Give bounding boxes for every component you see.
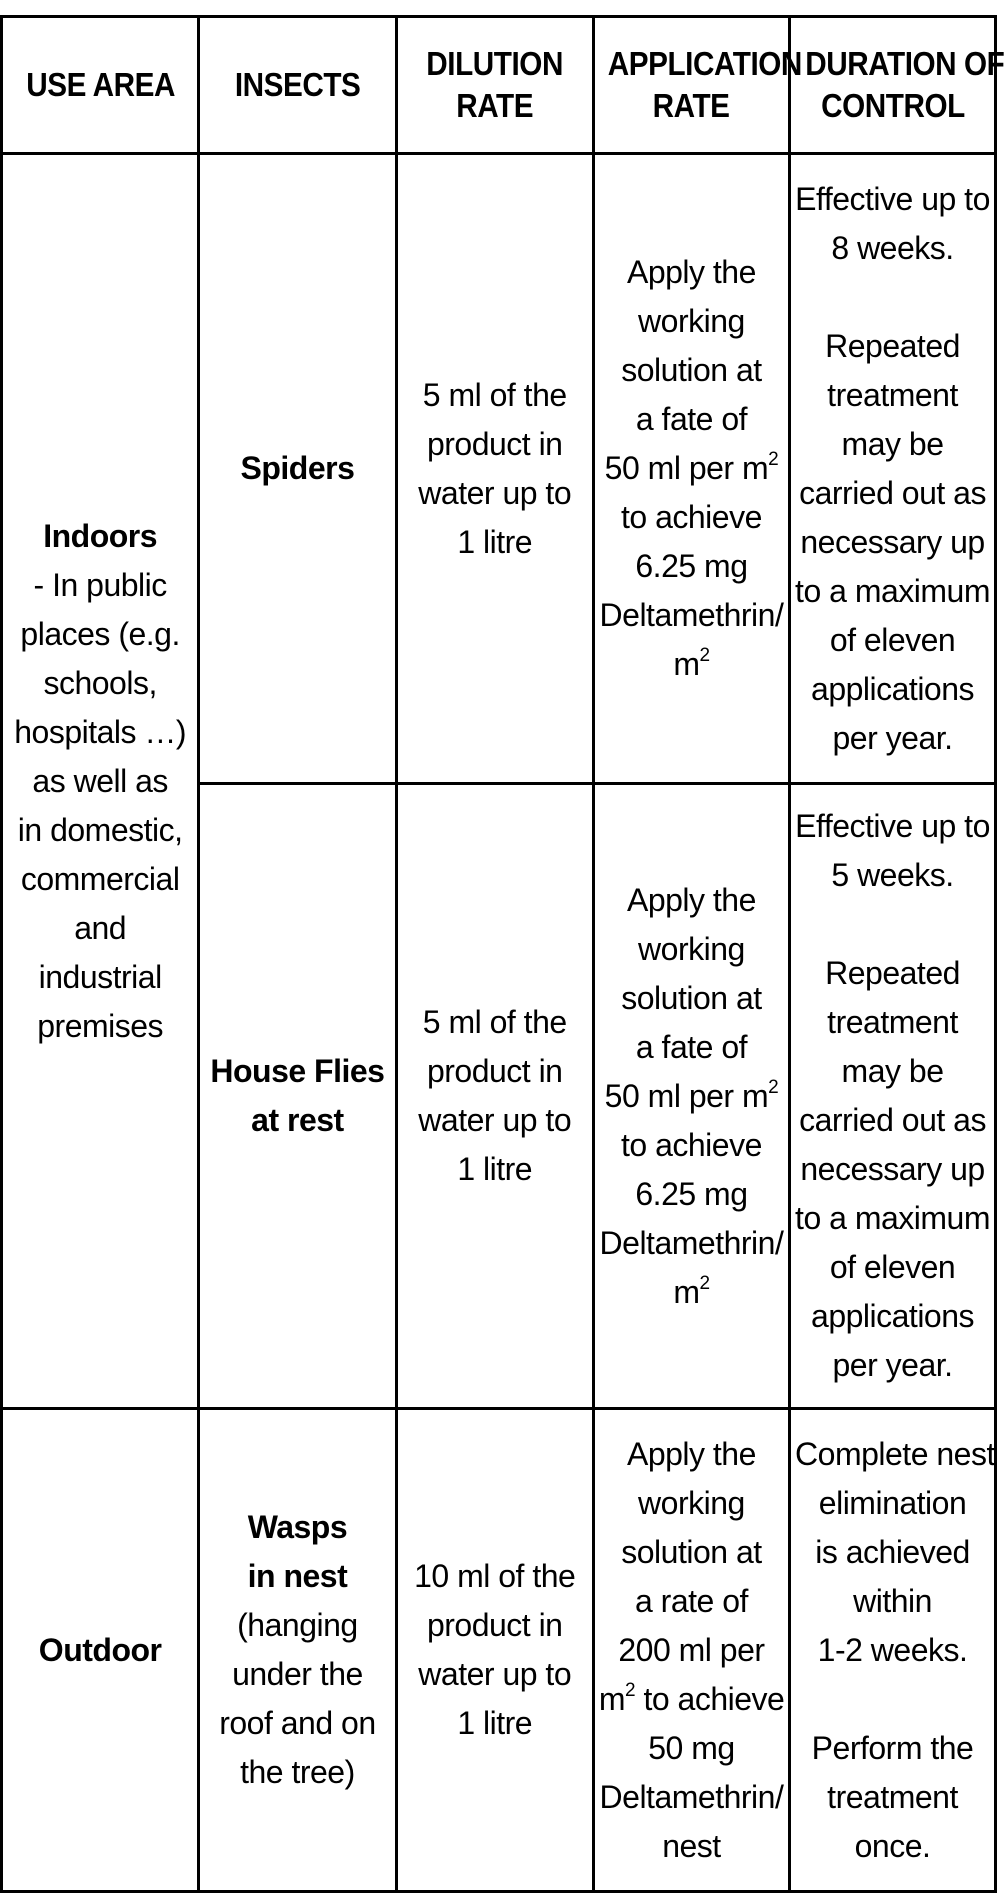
application-line: a rate of [634,1582,748,1619]
use-area-line: industrial [38,958,162,995]
duration-line: Repeated [825,327,960,364]
application-line: working [638,1484,745,1521]
duration-line: 5 weeks. [831,857,954,893]
duration-line: to a maximum [795,572,990,609]
use-area-line: schools, [43,664,157,701]
superscript: 2 [699,1272,710,1294]
application-text: m [673,646,700,682]
duration-line: to a maximum [795,1200,990,1236]
insect-cell [199,784,396,1409]
application-text: m [673,1273,700,1310]
duration-line: of eleven [829,621,956,658]
insect-note-line: (hanging [237,1607,358,1643]
duration-line: of eleven [829,1249,956,1285]
duration-spacer [795,900,990,949]
duration-line: Perform the [811,1729,974,1766]
header-use-area-line: USE AREA [25,66,175,103]
duration-line: Effective up to [795,180,990,217]
table-row-spiders [2,154,996,784]
dilution-line: 5 ml of the [422,376,567,413]
dilution-line: 1 litre [457,1151,533,1187]
duration-line: per year. [832,719,953,756]
superscript: 2 [768,1076,779,1098]
duration-line: Effective up to [795,808,990,844]
use-area-line: and [74,909,127,946]
use-area-line: commercial [20,860,180,897]
duration-line: Complete nest [795,1435,995,1472]
application-line: solution at [621,1533,762,1570]
dilution-line: 1 litre [457,523,533,560]
application-line: Apply the [626,1435,756,1472]
duration-line: carried out as [799,474,986,511]
application-line: to achieve [621,499,762,535]
application-line [599,1675,784,1724]
header-duration-line: DURATION OF [804,45,1004,82]
use-area-line: as well as [32,762,168,799]
duration-line: Repeated [825,955,960,991]
header-application-line: RATE [653,87,730,124]
application-line [599,444,784,493]
insect-name: at rest [251,1102,344,1138]
duration-line: per year. [832,1347,953,1383]
duration-cell [790,784,996,1409]
duration-line: applications [811,1298,975,1334]
dilution-cell [396,1409,593,1892]
insect-name: Wasps [247,1509,348,1545]
duration-line: is achieved [815,1533,970,1570]
duration-line: 8 weeks. [831,229,954,266]
insect-note-line: under the [232,1656,363,1692]
duration-line: applications [811,670,975,707]
application-line [599,1072,784,1121]
header-application-line: APPLICATION [608,45,803,82]
insect-name: House Flies [210,1053,385,1089]
dilution-cell [396,784,593,1409]
application-line [599,640,784,689]
duration-line: elimination [818,1484,967,1521]
insect-cell [199,154,396,784]
insect-name: Spiders [240,450,355,486]
application-line: 6.25 mg [635,1175,748,1212]
header-use-area [11,17,189,154]
application-cell [593,1409,789,1892]
dilution-cell [396,154,593,784]
application-line: a fate of [635,401,747,437]
duration-line: necessary up [800,1151,985,1187]
duration-line: carried out as [799,1102,986,1138]
duration-spacer [795,273,990,322]
header-insects-line: INSECTS [234,66,361,103]
superscript: 2 [768,449,779,470]
dilution-line: water up to [418,1656,572,1692]
duration-cell [790,1409,996,1892]
application-line: working [638,303,745,339]
use-area-line: in domestic, [17,811,183,848]
duration-line: treatment [827,376,958,413]
dilution-line: 1 litre [457,1705,533,1741]
dilution-line: water up to [418,474,572,511]
use-area-line: places (e.g. [20,615,180,652]
application-line: solution at [621,979,762,1016]
duration-line: treatment [827,1004,958,1040]
duration-line: treatment [827,1778,958,1815]
application-line: nest [662,1827,721,1864]
use-area-indoors-cell [2,154,199,1409]
header-application-rate [603,17,803,154]
application-line: Apply the [626,254,756,290]
duration-cell [790,154,996,784]
insecticide-usage-table [0,15,1004,1893]
application-line: 200 ml per [618,1631,765,1668]
application-line: to achieve [621,1126,762,1163]
duration-line: necessary up [800,523,985,560]
insect-cell [199,1409,396,1892]
use-area-title: Indoors [43,517,158,554]
application-text: 50 ml per m [604,450,769,486]
dilution-line: product in [426,1607,563,1643]
application-line: Deltamethrin/ [599,1224,784,1261]
use-area-line: premises [37,1007,164,1044]
insect-note-line: the tree) [240,1754,355,1790]
dilution-line: water up to [418,1102,572,1138]
insect-name: in nest [247,1558,348,1594]
header-duration-line: CONTROL [820,87,965,124]
header-dilution-line: RATE [456,87,534,124]
application-line: solution at [621,352,762,388]
application-cell [593,784,789,1409]
application-line: Deltamethrin/ [599,597,784,633]
superscript: 2 [625,1679,636,1701]
duration-line: within [853,1582,932,1619]
application-line [599,1268,784,1317]
header-row [2,17,996,154]
use-area-line: - In public [33,566,167,603]
duration-line: may be [841,425,944,462]
application-text: to achieve [635,1680,785,1717]
duration-line: 1-2 weeks. [817,1631,968,1668]
superscript: 2 [699,645,710,666]
use-area-line: hospitals …) [14,713,187,750]
application-text: 50 ml per m [604,1077,769,1114]
header-duration-of-control [800,17,1004,154]
application-line: Deltamethrin/ [599,1778,784,1815]
application-line: a fate of [635,1028,747,1065]
application-line: 6.25 mg [635,548,748,584]
header-insects [209,17,387,154]
insect-note-line: roof and on [219,1705,376,1741]
table-row-wasps [2,1409,996,1892]
duration-line: once. [854,1827,931,1864]
dilution-line: 10 ml of the [414,1558,576,1594]
application-line: 50 mg [648,1729,735,1766]
dilution-line: product in [426,425,563,462]
use-area-title: Outdoor [38,1631,162,1668]
application-line: working [638,930,745,967]
dilution-line: product in [426,1053,563,1089]
header-dilution-line: DILUTION [426,45,564,82]
application-text: m [598,1680,625,1717]
application-cell [593,154,789,784]
application-line: Apply the [626,881,756,918]
duration-line: may be [841,1053,944,1089]
duration-spacer [795,1675,990,1724]
use-area-outdoor-cell [2,1409,199,1892]
dilution-line: 5 ml of the [422,1004,567,1040]
header-dilution-rate [406,17,584,154]
